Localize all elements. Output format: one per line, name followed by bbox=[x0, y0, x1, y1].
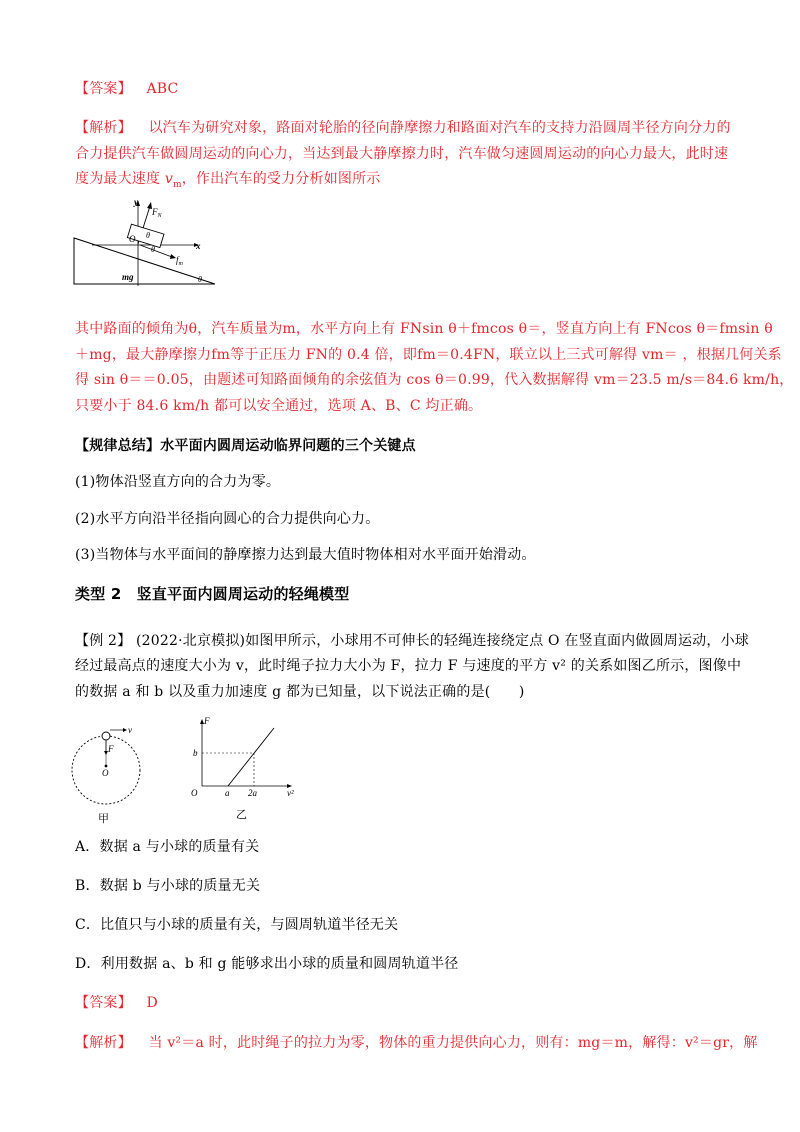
summary-item-3: (3)当物体与水平面间的静摩擦力达到最大值时物体相对水平面开始滑动。 bbox=[75, 547, 536, 563]
analysis2-line-1 bbox=[75, 1032, 758, 1052]
analysis-line-2: 合力提供汽车做圆周运动的向心力，当达到最大静摩擦力时，汽车做匀速圆周运动的向心力最大，此时速 bbox=[75, 146, 729, 162]
summary-item-1: (1)物体沿竖直方向的合力为零。 bbox=[75, 474, 281, 490]
analysis-text-3a: 度为最大速度 bbox=[75, 171, 165, 187]
para2-line-1: 其中路面的倾角为θ，汽车质量为m，水平方向上有 FNsin θ＋fmcos θ＝，竖直方向上有 FNcos θ＝fmsin θ bbox=[75, 321, 773, 337]
caption-yi: 乙 bbox=[236, 809, 247, 821]
answer2-value: D bbox=[146, 995, 158, 1011]
answer-line-2 bbox=[75, 992, 158, 1012]
2a-label: 2a bbox=[248, 788, 257, 798]
analysis2-label: 【解析】 bbox=[75, 1035, 132, 1051]
fn-label: $F_N$ bbox=[152, 207, 162, 219]
summary-item-2: (2)水平方向沿半径指向圆心的合力提供向心力。 bbox=[75, 511, 380, 527]
o-label: O bbox=[129, 234, 136, 244]
analysis-line-1 bbox=[75, 117, 731, 137]
analysis-label: 【解析】 bbox=[75, 120, 132, 136]
para2-line-4: 只要小于 84.6 km/h 都可以安全通过，选项 A、B、C 均正确。 bbox=[75, 398, 483, 414]
graph-line bbox=[228, 728, 274, 786]
v2-axis-label: v² bbox=[287, 788, 294, 798]
option-d: D．利用数据 a、b 和 g 能够求出小球的质量和圆周轨道半径 bbox=[75, 956, 459, 972]
f-label: F bbox=[108, 744, 114, 754]
fm-label: $f_m$ bbox=[176, 255, 183, 267]
option-c: C．比值只与小球的质量有关，与圆周轨道半径无关 bbox=[75, 917, 399, 933]
answer-value: ABC bbox=[146, 81, 179, 97]
mg-label: mg bbox=[122, 272, 134, 282]
a-label: a bbox=[225, 788, 230, 798]
f-v2-graph bbox=[188, 716, 308, 826]
example2-line-2: 经过最高点的速度大小为 v，此时绳子拉力大小为 F，拉力 F 与速度的平方 v² 的关系如图乙所示，图像中 bbox=[75, 658, 742, 674]
caption-jia: 甲 bbox=[98, 813, 109, 825]
para2-line-2: ＋mg，最大静摩擦力fm等于正压力 FN的 0.4 倍，即fm＝0.4FN，联立以上三式可解得 vm＝ ，根据几何关系 bbox=[75, 347, 782, 363]
ball bbox=[102, 732, 110, 740]
rope-circle-diagram bbox=[68, 718, 153, 828]
para2-line-3: 得 sin θ＝＝0.05，由题述可知路面倾角的余弦值为 cos θ＝0.99，代入数据解得 vm＝23.5 m/s＝84.6 km/h， bbox=[75, 372, 794, 388]
vm-sub: m bbox=[172, 179, 182, 190]
f-axis-label: F bbox=[204, 716, 210, 726]
x-label: x bbox=[196, 241, 201, 251]
analysis2-text-1: 当 v²＝a 时，此时绳子的拉力为零，物体的重力提供向心力，则有：mg＝m，解得：v²＝gr，解 bbox=[148, 1035, 758, 1051]
b-label: b bbox=[193, 748, 198, 758]
example2-line-1: 【例 2】 (2022·北京模拟)如图甲所示，小球用不可伸长的轻绳连接绕定点 O 在竖直面内做圆周运动，小球 bbox=[75, 633, 749, 649]
y-label: y bbox=[134, 197, 138, 207]
car-force-diagram bbox=[72, 196, 222, 291]
theta-label-slope: θ bbox=[198, 275, 202, 284]
answer-line-1 bbox=[75, 78, 178, 98]
origin-label: O bbox=[191, 788, 198, 798]
example2-line-3: 的数据 a 和 b 以及重力加速度 g 都为已知量，以下说法正确的是( ) bbox=[75, 684, 525, 700]
option-a: A．数据 a 与小球的质量有关 bbox=[75, 839, 260, 855]
summary-title: 【规律总结】水平面内圆周运动临界问题的三个关键点 bbox=[75, 438, 416, 454]
analysis-text-1: 以汽车为研究对象，路面对轮胎的径向静摩擦力和路面对汽车的支持力沿圆周半径方向分力的 bbox=[148, 120, 731, 136]
o-center-label: O bbox=[102, 768, 109, 778]
vm-symbol: v bbox=[164, 171, 173, 187]
analysis-text-3b: ，作出汽车的受力分析如图所示 bbox=[181, 171, 381, 187]
option-b: B．数据 b 与小球的质量无关 bbox=[75, 878, 261, 894]
theta-label-top: θ bbox=[146, 231, 150, 240]
theta-label-mid: θ bbox=[151, 245, 155, 254]
type2-heading: 类型 2 竖直平面内圆周运动的轻绳模型 bbox=[75, 585, 350, 603]
answer-label: 【答案】 bbox=[75, 81, 132, 97]
v-label: v bbox=[128, 725, 132, 735]
analysis-line-3 bbox=[75, 168, 381, 190]
answer2-label: 【答案】 bbox=[75, 995, 132, 1011]
